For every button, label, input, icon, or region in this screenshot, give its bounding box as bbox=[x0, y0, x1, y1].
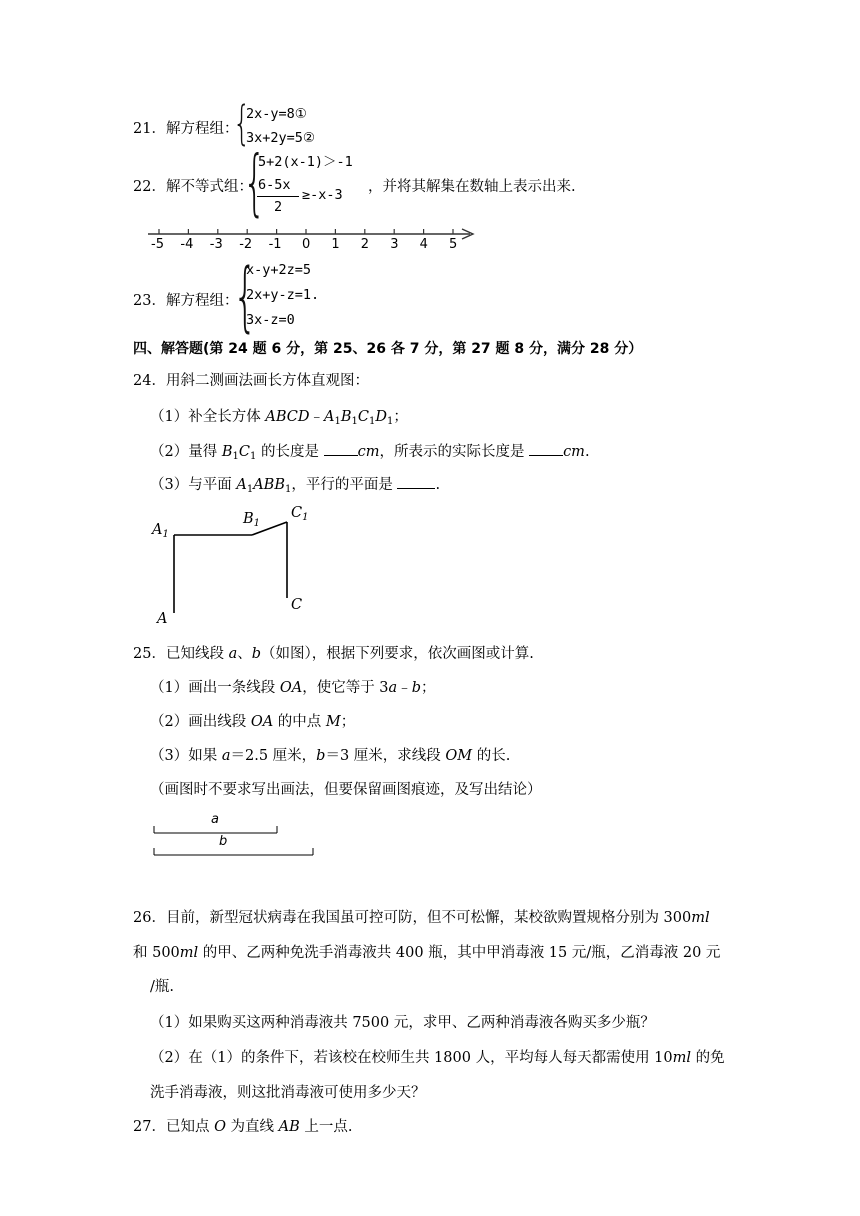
q23-eq1: x-y+2z=5 bbox=[246, 262, 312, 278]
q24-blank-3[interactable] bbox=[397, 476, 435, 489]
q22-prefix: 22．解不等式组： bbox=[133, 179, 253, 195]
q25-label-a: a bbox=[211, 812, 219, 827]
q22-frac-bar bbox=[257, 196, 299, 197]
q24-part2: （2）量得 $B_1C_1$ 的长度是 cm，所表示的实际长度是 cm. bbox=[150, 444, 590, 462]
q23-brace: { bbox=[233, 251, 258, 340]
q25-segments-figure bbox=[148, 820, 323, 860]
number-line-tick-label: 4 bbox=[419, 237, 428, 252]
q26-part2: （2）在（1）的条件下，若该校在校师生共 1800 人，平均每人每天都需使用 10ml 的免 bbox=[150, 1050, 725, 1066]
q25-label-b: b bbox=[219, 834, 228, 849]
q21-eq1: 2x-y=8① bbox=[246, 106, 307, 122]
q24-stem: 24．用斜二测画法画长方体直观图： bbox=[133, 373, 369, 389]
number-line-tick-label: -1 bbox=[268, 237, 282, 252]
number-line-tick-label: 5 bbox=[449, 237, 458, 252]
q22-ineq2-rest: ≥-x-3 bbox=[302, 187, 343, 203]
q24-part3: （3）与平面 $A_1ABB_1$，平行的平面是 . bbox=[150, 477, 441, 495]
q25-part2: （2）画出线段 OA 的中点 M； bbox=[150, 714, 356, 730]
number-line-tick-label: 0 bbox=[302, 237, 311, 252]
number-line-tick-label: -3 bbox=[209, 237, 223, 252]
q24-label-A: A bbox=[157, 611, 168, 627]
q27-stem: 27．已知点 O 为直线 AB 上一点. bbox=[133, 1119, 353, 1135]
q23-eq3: 3x-z=0 bbox=[246, 312, 295, 328]
q22-suffix: ，并将其解集在数轴上表示出来. bbox=[368, 179, 576, 195]
q24-label-A1: $A_1$ bbox=[152, 522, 169, 540]
number-line-tick-label: 2 bbox=[360, 237, 370, 252]
q22-frac-num: 6-5x bbox=[258, 177, 291, 193]
q22-frac-den: 2 bbox=[274, 199, 283, 215]
number-line-tick-label: 3 bbox=[390, 237, 399, 252]
q25-stem: 25．已知线段 a、b（如图），根据下列要求，依次画图或计算. bbox=[133, 646, 534, 662]
number-line-tick-label: -4 bbox=[180, 237, 194, 252]
q21-eq2: 3x+2y=5② bbox=[246, 130, 315, 146]
q21-brace: { bbox=[233, 96, 251, 150]
q25-part3: （3）如果 a＝2.5 厘米，b＝3 厘米，求线段 OM 的长. bbox=[150, 748, 511, 764]
q24-part1: （1）补全长方体 $ABCD﹣A_1B_1C_1D_1$； bbox=[150, 409, 408, 427]
q26-line2: 和 500ml 的甲、乙两种免洗手消毒液共 400 瓶，其中甲消毒液 15 元/瓶，乙消毒液 20 元 bbox=[133, 945, 721, 961]
section4-title: 四、解答题(第 24 题 6 分，第 25、26 各 7 分，第 27 题 8 分，满分 28 分） bbox=[133, 341, 643, 357]
q25-part1: （1）画出一条线段 OA，使它等于 3a﹣b； bbox=[150, 680, 436, 696]
q21-prefix: 21．解方程组： bbox=[133, 121, 239, 137]
q26-part1: （1）如果购买这两种消毒液共 7500 元，求甲、乙两种消毒液各购买多少瓶？ bbox=[150, 1015, 655, 1031]
q24-label-C: C bbox=[291, 597, 303, 613]
number-line-tick-label: 1 bbox=[331, 237, 340, 252]
q22-brace: { bbox=[243, 140, 266, 224]
q23-prefix: 23．解方程组： bbox=[133, 293, 239, 309]
q23-eq2: 2x+y-z=1. bbox=[246, 287, 320, 303]
q24-label-B1: $B_1$ bbox=[243, 511, 261, 529]
q24-blank-2[interactable] bbox=[529, 443, 563, 456]
q26-line1: 26．目前，新型冠状病毒在我国虽可控可防，但不可松懈，某校欲购置规格分别为 300ml bbox=[133, 910, 710, 926]
q26-part2-line2: 洗手消毒液，则这批消毒液可使用多少天？ bbox=[150, 1085, 426, 1101]
q26-line3: /瓶. bbox=[150, 979, 174, 995]
q22-ineq1: 5+2(x-1)＞-1 bbox=[258, 154, 353, 170]
q25-note: （画图时不要求写出画法，但要保留画图痕迹，及写出结论） bbox=[150, 782, 542, 798]
q24-label-C1: $C_1$ bbox=[291, 505, 309, 523]
q24-blank-1[interactable] bbox=[324, 443, 358, 456]
number-line-tick-label: -5 bbox=[151, 237, 164, 252]
number-line-tick-label: -2 bbox=[239, 237, 253, 252]
